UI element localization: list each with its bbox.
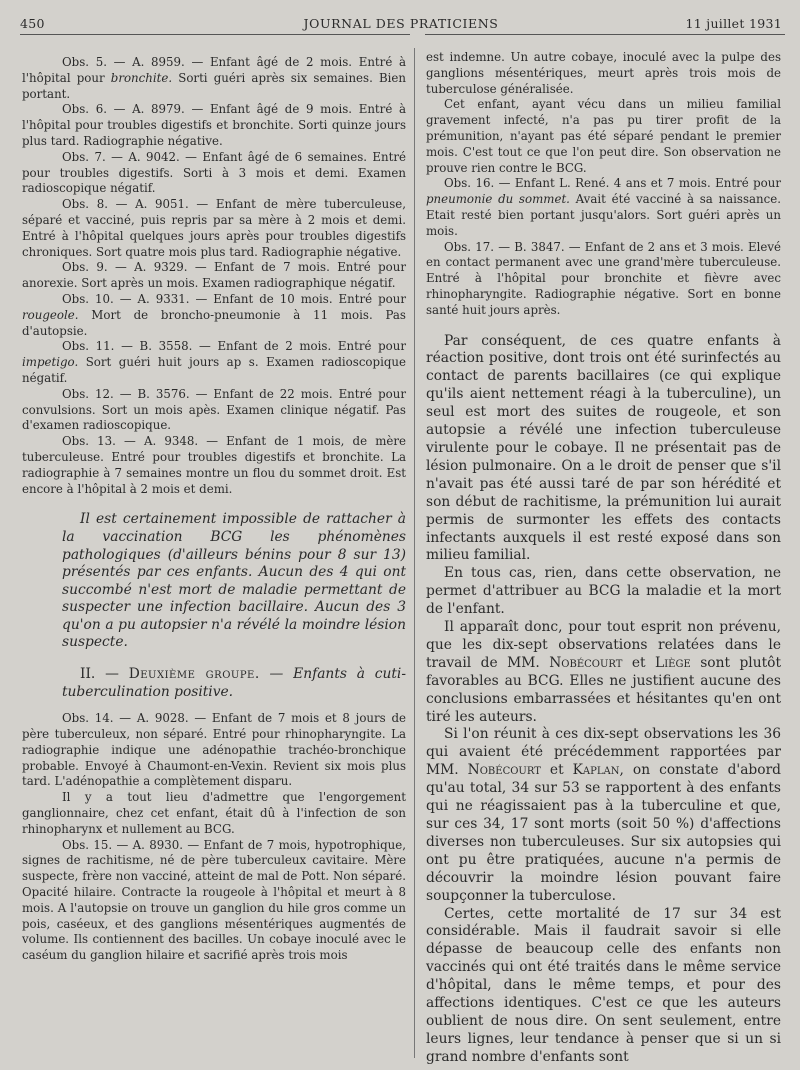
obs-11: Obs. 11. — B. 3558. — Enfant de 2 mois. Entré pour impetigo. Sort guéri huit jours ap s. Examen radioscopique négatif.: [22, 339, 406, 385]
right-column: [426, 50, 781, 1067]
header-rule-left: [20, 34, 410, 35]
obs-17: Obs. 17. — B. 3847. — Enfant de 2 ans et 3 mois. Elevé en contact permanent avec une grand'mère tuberculeuse. Entré à l'hôpital pour bronchite et fièvre avec rhinopharyngite. Radiographie négative. Sort en bonne santé huit jours après.: [426, 239, 781, 317]
paragraph-2: En tous cas, rien, dans cette observation, ne permet d'attribuer au BCG la maladie et la mort de l'enfant.: [426, 565, 781, 618]
obs-13: Obs. 13. — A. 9348. — Enfant de 1 mois, de mère tuberculeuse. Entré pour troubles digestifs et bronchite. La radiographie à 7 semaines montre un flou du sommet droit. Est encore à l'hôpital à 2 mois et demi.: [22, 434, 406, 496]
obs-5: Obs. 5. — A. 8959. — Enfant âgé de 2 mois. Entré à l'hôpital pour bronchite. Sorti guéri après six semaines. Bien portant.: [22, 55, 406, 101]
obs-12: Obs. 12. — B. 3576. — Enfant de 22 mois. Entré pour convulsions. Sort un mois apès. Examen clinique négatif. Pas d'examen radioscopique.: [22, 386, 406, 433]
obs-16: Obs. 16. — Enfant L. René. 4 ans et 7 mois. Entré pour pneumonie du sommet. Avait été vacciné à sa naissance. Etait resté bien portant jusqu'alors. Sort guéri après un mois.: [426, 176, 781, 238]
section-heading: II. — Deuxième groupe. — Enfants à cuti-tuberculination positive.: [62, 666, 406, 700]
obs-8: Obs. 8. — A. 9051. — Enfant de mère tuberculeuse, séparé et vacciné, puis repris par sa mère à 2 mois et demi. Entré à l'hôpital quelques jours après pour troubles digestifs chroniques. Sort quatre mois plus tard. Radiographie négative.: [22, 197, 406, 259]
obs-7: Obs. 7. — A. 9042. — Enfant âgé de 6 semaines. Entré pour troubles digestifs. Sorti à 3 mois et demi. Examen radioscopique négatif.: [22, 149, 406, 196]
obs-15: Obs. 15. — A. 8930. — Enfant de 7 mois, hypotrophique, signes de rachitisme, né de père tuberculeux cavitaire. Mère suspecte, frère non vacciné, atteint de mal de Pott. Non séparé. Opacité hilaire. Contracte la rougeole à l'hôpital et meurt à 8 mois. A l'autopsie on trouve un ganglion du hile gros comme un pois, caséeux, et des ganglions mésentériques augmentés de volume. Ils contiennent des bacilles. Un cobaye inoculé avec le caséum du ganglion hilaire et sacrifié après trois mois: [22, 837, 406, 963]
paragraph-5: Certes, cette mortalité de 17 sur 34 est considérable. Mais il faudrait savoir si elle dépasse de beaucoup celle des enfants non vaccinés qui ont été traités dans le même service d'hôpital, dans le même temps, et pour des affections identiques. C'est ce que les auteurs oublient de nous dire. On sent seulement, entre leurs lignes, leur tendance à penser que si un si grand nombre d'enfants sont: [426, 905, 781, 1065]
conclusion-paragraph: Il est certainement impossible de rattacher à la vaccination BCG les phénomènes pathologiques (d'ailleurs bénins pour 8 sur 13) présentés par ces enfants. Aucun des 4 qui ont succombé n'est mort de maladie permettant de suspecter une infection bacillaire. Aucun des 3 qu'on a pu autopsier n'a révélé la moindre lésion suspecte.: [62, 511, 406, 651]
paragraph-1: Par conséquent, de ces quatre enfants à réaction positive, dont trois ont été surinfectés au contact de parents bacillaires (ce qui explique qu'ils aient nettement réagi à la tuberculine), un seul est mort des suites de rougeole, et son autopsie a révélé une infection tuberculeuse virulente pour le cobaye. Il ne présentait pas de lésion pulmonaire. On a le droit de penser que s'il n'avait pas été aussi taré de par son hérédité et son début de rachitisme, la prémunition lui aurait permis de surmonter les effets des contacts infectants auxquels il est resté exposé dans son milieu familial.: [426, 332, 781, 564]
obs-6: Obs. 6. — A. 8979. — Enfant âgé de 9 mois. Entré à l'hôpital pour troubles digestifs et bronchite. Sorti quinze jours plus tard. Radiographie négative.: [22, 102, 406, 148]
journal-title: JOURNAL DES PRATICIENS: [303, 16, 499, 31]
obs-14-note: Il y a tout lieu d'admettre que l'engorgement ganglionnaire, chez cet enfant, était dû à l'infection de son rhinopharynx et nullement au BCG.: [22, 790, 406, 836]
left-column: [22, 55, 406, 964]
obs-15-continued: est indemne. Un autre cobaye, inoculé avec la pulpe des ganglions mésentériques, meurt après trois mois de tuberculose généralisée.: [426, 50, 781, 96]
paragraph-3: Il apparaît donc, pour tout esprit non prévenu, que les dix-sept observations relatées dans le travail de MM. Nobécourt et Liège sont plutôt favorables au BCG. Elles ne justifient aucune des conclusions embarrassées et hésitantes qu'en ont tiré les auteurs.: [426, 619, 781, 725]
obs-9: Obs. 9. — A. 9329. — Enfant de 7 mois. Entré pour anorexie. Sort après un mois. Examen radiographique négatif.: [22, 260, 406, 291]
issue-date: 11 juillet 1931: [685, 16, 782, 31]
obs-14: Obs. 14. — A. 9028. — Enfant de 7 mois et 8 jours de père tuberculeux, non séparé. Entré pour rhinopharyngite. La radiographie indique une adénopathie trachéo-bronchique probable. Envoyé à Chaumont-en-Vexin. Revient six mois plus tard. L'adénopathie a complètement disparu.: [22, 711, 406, 789]
paragraph-4: Si l'on réunit à ces dix-sept observations les 36 qui avaient été précédemment rapportées par MM. Nobécourt et Kaplan, on constate d'abord qu'au total, 34 sur 53 se rapportent à des enfants qui ne réagissaient pas à la tuberculine et que, sur ces 34, 17 sont morts (soit 50 %) d'affections diverses non tuberculeuses. Sur six autopsies qui ont pu être pratiquées, aucune n'a permis de découvrir la moindre lésion pouvant faire soupçonner la tuberculose.: [426, 726, 781, 904]
obs-10: Obs. 10. — A. 9331. — Enfant de 10 mois. Entré pour rougeole. Mort de broncho-pneumonie à 11 mois. Pas d'autopsie.: [22, 291, 406, 338]
column-divider: [414, 48, 415, 1058]
obs-15-comment: Cet enfant, ayant vécu dans un milieu familial gravement infecté, n'a pas pu tirer profit de la prémunition, n'ayant pas été séparé pendant le premier mois. C'est tout ce que l'on peut dire. Son observation ne prouve rien contre le BCG.: [426, 97, 781, 175]
page-number: 450: [20, 16, 45, 31]
header-rule-right: [425, 34, 785, 35]
